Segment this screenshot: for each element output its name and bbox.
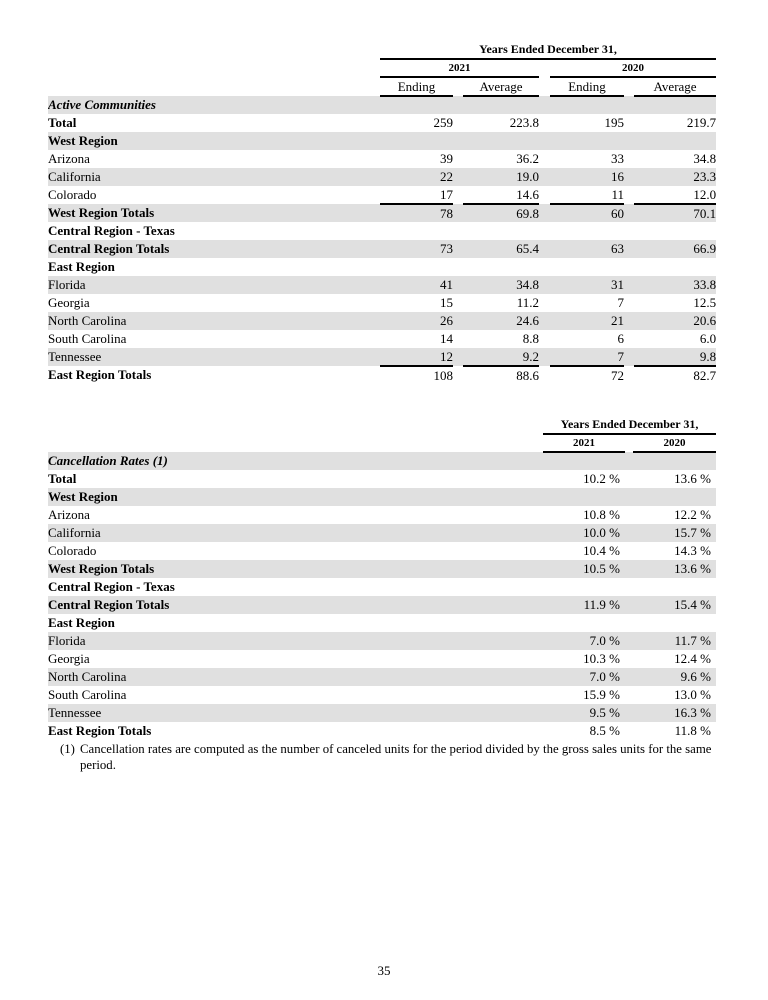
column-gap — [453, 77, 463, 96]
cell-value — [550, 132, 624, 150]
table-row — [48, 96, 716, 114]
cell-value: 72 — [611, 367, 624, 383]
cell-value: 65.4 — [516, 241, 539, 256]
cell-value: 6.0 — [699, 331, 717, 346]
cell-value: 36.2 — [516, 151, 539, 166]
cell-value: 10.5 % — [583, 561, 620, 576]
table-row — [48, 470, 716, 488]
cell-value — [550, 258, 624, 276]
cell-value: 82.7 — [693, 367, 717, 383]
cell-value: 11.7 % — [674, 633, 711, 648]
column-gap — [624, 222, 634, 240]
cell-value: 7.0 % — [589, 669, 620, 684]
row-label: Central Region - Texas — [48, 223, 175, 238]
column-gap — [539, 348, 550, 366]
row-label: Total — [48, 115, 77, 130]
table-row — [48, 632, 716, 650]
cell-value: 15.4 % — [674, 597, 711, 612]
row-label: Florida — [48, 277, 86, 292]
row-label: North Carolina — [48, 313, 127, 328]
row-label: East Region — [48, 615, 115, 630]
row-label: South Carolina — [48, 687, 127, 702]
column-gap — [539, 168, 550, 186]
cell-value — [380, 258, 453, 276]
cell-value: 17 — [380, 186, 453, 204]
cell-value: 78 — [440, 205, 453, 221]
year-2020-header: 2020 — [633, 434, 716, 452]
column-gap — [453, 114, 463, 132]
table-row — [48, 204, 716, 222]
row-label: Cancellation Rates (1) — [48, 453, 168, 468]
table-row — [48, 578, 716, 596]
column-gap — [539, 366, 550, 384]
row-label: West Region Totals — [48, 205, 155, 220]
column-gap — [625, 524, 633, 542]
column-gap — [539, 294, 550, 312]
cell-value — [543, 614, 625, 632]
column-gap — [625, 614, 633, 632]
column-gap — [624, 96, 634, 114]
cell-value — [543, 452, 625, 470]
table-row — [48, 348, 716, 366]
column-gap — [625, 488, 633, 506]
table-row — [48, 614, 716, 632]
cancellation-rates-table — [48, 415, 716, 740]
year-2021-header: 2021 — [380, 59, 539, 77]
column-gap — [453, 186, 463, 204]
cell-value: 73 — [440, 241, 453, 256]
column-gap — [625, 704, 633, 722]
column-gap — [625, 650, 633, 668]
cell-value — [634, 258, 716, 276]
row-label: South Carolina — [48, 331, 127, 346]
ending-header: Ending — [380, 77, 453, 96]
years-ended-header: Years Ended December 31, — [380, 40, 716, 59]
row-label: West Region Totals — [48, 561, 155, 576]
cell-value: 19.0 — [516, 169, 539, 184]
table-row — [48, 650, 716, 668]
cell-value: 9.6 % — [680, 669, 711, 684]
column-gap — [625, 560, 633, 578]
table-row — [48, 150, 716, 168]
footnote-marker: (1) — [60, 742, 75, 756]
column-gap — [624, 114, 634, 132]
table-row — [48, 506, 716, 524]
column-gap — [539, 258, 550, 276]
cell-value — [380, 96, 453, 114]
cell-value: 259 — [433, 115, 453, 130]
cell-value: 12 — [380, 348, 453, 366]
table-row — [48, 452, 716, 470]
table-row — [48, 186, 716, 204]
table-row — [48, 330, 716, 348]
cell-value: 195 — [604, 115, 624, 130]
column-gap — [624, 294, 634, 312]
cell-value — [633, 488, 716, 506]
cell-value: 88.6 — [516, 367, 539, 383]
active-communities-table — [48, 40, 716, 384]
page-number: 35 — [377, 963, 391, 978]
cell-value: 10.4 % — [583, 543, 620, 558]
column-gap — [539, 59, 550, 77]
column-gap — [624, 312, 634, 330]
cell-value: 60 — [611, 205, 624, 221]
cell-value — [634, 96, 716, 114]
cell-value: 15.9 % — [583, 687, 620, 702]
column-gap — [539, 312, 550, 330]
row-label: East Region Totals — [48, 723, 152, 738]
cell-value: 13.6 % — [674, 561, 711, 576]
column-gap — [624, 204, 634, 222]
table-row — [48, 668, 716, 686]
cell-value: 219.7 — [686, 115, 717, 130]
cell-value: 14.3 % — [674, 543, 711, 558]
cell-value: 8.5 % — [589, 723, 620, 738]
column-gap — [625, 542, 633, 560]
column-gap — [625, 668, 633, 686]
cell-value — [633, 452, 716, 470]
cell-value: 26 — [440, 313, 453, 328]
cell-value: 22 — [440, 169, 453, 184]
cell-value — [633, 578, 716, 596]
row-label: Central Region Totals — [48, 597, 170, 612]
column-gap — [453, 330, 463, 348]
column-gap — [539, 240, 550, 258]
table-row — [48, 294, 716, 312]
cell-value: 12.2 % — [674, 507, 711, 522]
footnote-text: Cancellation rates are computed as the number of canceled units for the period divided by the gross sales units for the same period. — [80, 742, 712, 772]
column-gap — [624, 77, 634, 96]
footnote — [60, 742, 718, 773]
row-label: Central Region Totals — [48, 241, 170, 256]
year-2020-header: 2020 — [550, 59, 716, 77]
cell-value: 41 — [440, 277, 453, 292]
cell-value: 34.8 — [693, 151, 717, 166]
column-gap — [539, 276, 550, 294]
cell-value — [543, 578, 625, 596]
cell-value: 10.0 % — [583, 525, 620, 540]
row-label: Total — [48, 471, 77, 486]
column-gap — [453, 258, 463, 276]
cell-value — [634, 132, 716, 150]
row-label: Colorado — [48, 543, 97, 558]
cell-value: 6 — [617, 331, 624, 346]
table-row — [48, 704, 716, 722]
row-label: Georgia — [48, 651, 90, 666]
cell-value: 10.3 % — [583, 651, 620, 666]
row-label: Colorado — [48, 187, 97, 202]
row-label: Central Region - Texas — [48, 579, 175, 594]
column-gap — [624, 348, 634, 366]
cell-value — [633, 614, 716, 632]
column-gap — [625, 470, 633, 488]
cell-value: 7.0 % — [589, 633, 620, 648]
average-header: Average — [463, 77, 539, 96]
column-gap — [625, 506, 633, 524]
cell-value: 23.3 — [693, 169, 717, 184]
cell-value — [463, 132, 539, 150]
cell-value: 10.8 % — [583, 507, 620, 522]
column-gap — [624, 330, 634, 348]
cell-value: 15.7 % — [674, 525, 711, 540]
column-gap — [624, 132, 634, 150]
cell-value — [550, 222, 624, 240]
cell-value: 16.3 % — [674, 705, 711, 720]
cell-value: 13.6 % — [674, 471, 711, 486]
table-row — [48, 312, 716, 330]
row-label: East Region — [48, 259, 115, 274]
average-header: Average — [634, 77, 716, 96]
cell-value: 20.6 — [693, 313, 717, 328]
column-gap — [539, 132, 550, 150]
cell-value: 7 — [550, 348, 624, 366]
row-label: West Region — [48, 133, 118, 148]
cell-value: 13.0 % — [674, 687, 711, 702]
cell-value: 14.6 — [463, 186, 539, 204]
column-gap — [453, 312, 463, 330]
row-label: Tennessee — [48, 705, 102, 720]
row-label: California — [48, 169, 101, 184]
column-gap — [625, 596, 633, 614]
cell-value — [463, 96, 539, 114]
table-row — [48, 132, 716, 150]
column-gap — [453, 204, 463, 222]
column-gap — [624, 276, 634, 294]
column-gap — [624, 186, 634, 204]
table-row — [48, 722, 716, 740]
cell-value — [634, 222, 716, 240]
table-row — [48, 596, 716, 614]
column-gap — [625, 686, 633, 704]
column-gap — [624, 258, 634, 276]
table-row — [48, 542, 716, 560]
table-row — [48, 560, 716, 578]
column-gap — [539, 96, 550, 114]
cell-value: 9.8 — [634, 348, 716, 366]
year-2021-header: 2021 — [543, 434, 625, 452]
column-gap — [453, 222, 463, 240]
row-label: Arizona — [48, 151, 90, 166]
column-gap — [624, 168, 634, 186]
column-gap — [453, 294, 463, 312]
table-row — [48, 686, 716, 704]
cell-value: 63 — [611, 241, 624, 256]
cell-value: 24.6 — [516, 313, 539, 328]
cell-value: 33.8 — [693, 277, 717, 292]
column-gap — [624, 240, 634, 258]
row-label: West Region — [48, 489, 118, 504]
table-row — [48, 240, 716, 258]
row-label: East Region Totals — [48, 367, 152, 382]
table-row — [48, 114, 716, 132]
column-gap — [453, 150, 463, 168]
cell-value: 70.1 — [693, 205, 717, 221]
column-gap — [625, 722, 633, 740]
row-label: Active Communities — [48, 97, 156, 112]
cell-value: 34.8 — [516, 277, 539, 292]
table-row — [48, 488, 716, 506]
cell-value — [550, 96, 624, 114]
column-gap — [539, 77, 550, 96]
column-gap — [539, 114, 550, 132]
column-gap — [453, 366, 463, 384]
column-gap — [453, 348, 463, 366]
years-ended-header: Years Ended December 31, — [543, 415, 716, 434]
cell-value: 12.4 % — [674, 651, 711, 666]
column-gap — [624, 366, 634, 384]
column-gap — [624, 150, 634, 168]
cell-value: 11 — [550, 186, 624, 204]
column-gap — [453, 240, 463, 258]
cell-value — [380, 222, 453, 240]
cell-value: 15 — [440, 295, 453, 310]
table-row — [48, 168, 716, 186]
cell-value: 11.8 % — [674, 723, 711, 738]
column-gap — [625, 452, 633, 470]
row-label: Tennessee — [48, 349, 102, 364]
cell-value: 66.9 — [693, 241, 717, 256]
column-gap — [539, 330, 550, 348]
ending-header: Ending — [550, 77, 624, 96]
row-label: Florida — [48, 633, 86, 648]
cell-value: 31 — [611, 277, 624, 292]
cell-value: 69.8 — [516, 205, 539, 221]
column-gap — [625, 578, 633, 596]
cell-value: 108 — [433, 367, 453, 383]
table-row — [48, 222, 716, 240]
cell-value — [463, 258, 539, 276]
cell-value: 10.2 % — [583, 471, 620, 486]
column-gap — [453, 96, 463, 114]
cell-value: 11.2 — [516, 295, 539, 310]
row-label: North Carolina — [48, 669, 127, 684]
active-communities-table-wrap — [48, 40, 716, 384]
column-gap — [625, 632, 633, 650]
cell-value: 7 — [617, 295, 624, 310]
row-label: Arizona — [48, 507, 90, 522]
cell-value: 9.2 — [463, 348, 539, 366]
table-row — [48, 276, 716, 294]
cell-value: 11.9 % — [583, 597, 620, 612]
column-gap — [453, 132, 463, 150]
cell-value — [380, 132, 453, 150]
column-gap — [625, 434, 633, 452]
cell-value — [463, 222, 539, 240]
cell-value: 39 — [440, 151, 453, 166]
cell-value: 223.8 — [509, 115, 539, 130]
cell-value: 14 — [440, 331, 453, 346]
cell-value: 16 — [611, 169, 624, 184]
cell-value: 12.5 — [693, 295, 717, 310]
column-gap — [539, 204, 550, 222]
cell-value: 21 — [611, 313, 624, 328]
column-gap — [453, 168, 463, 186]
column-gap — [539, 222, 550, 240]
column-gap — [453, 276, 463, 294]
column-gap — [539, 150, 550, 168]
cell-value: 8.8 — [522, 331, 539, 346]
cell-value — [543, 488, 625, 506]
table-row — [48, 366, 716, 384]
row-label: California — [48, 525, 101, 540]
cell-value: 9.5 % — [589, 705, 620, 720]
table-row — [48, 524, 716, 542]
table-row — [48, 258, 716, 276]
row-label: Georgia — [48, 295, 90, 310]
cell-value: 33 — [611, 151, 624, 166]
cancellation-rates-table-wrap — [48, 415, 716, 740]
column-gap — [539, 186, 550, 204]
cell-value: 12.0 — [634, 186, 716, 204]
